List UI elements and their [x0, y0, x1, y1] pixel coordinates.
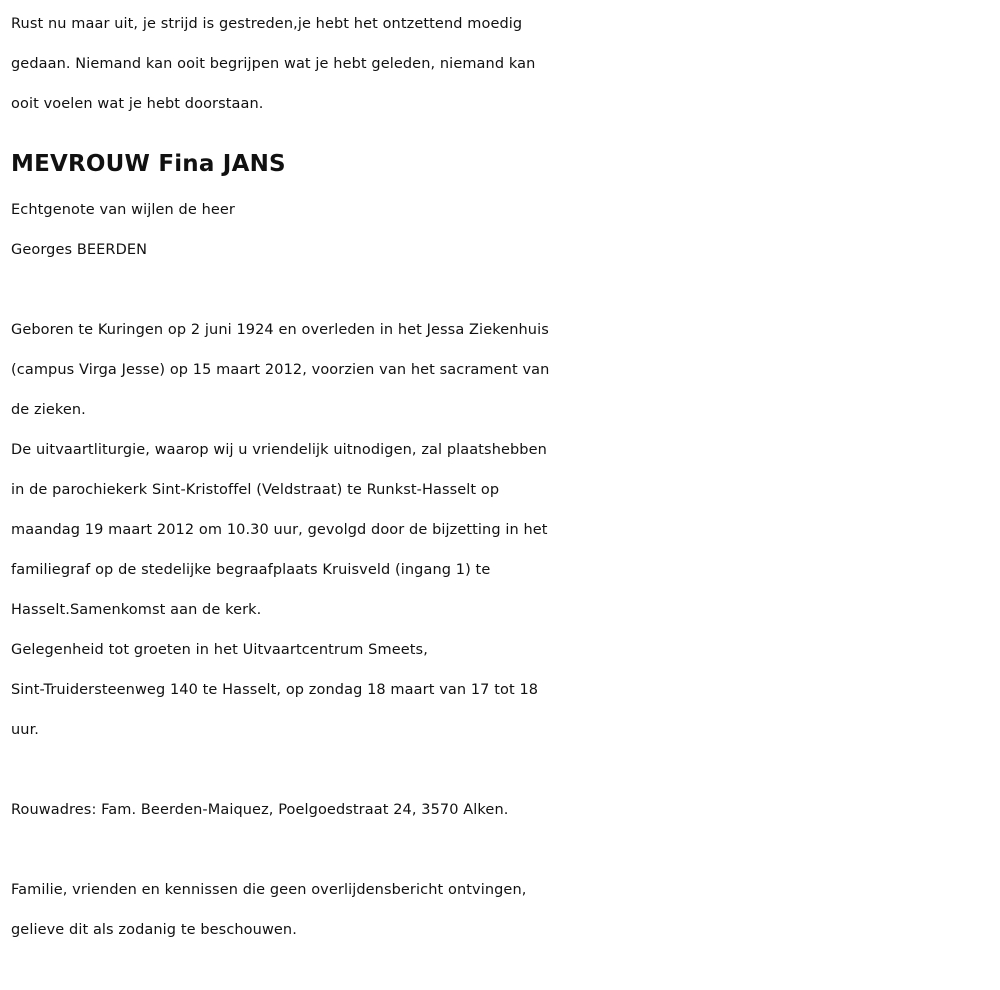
deceased-name: MEVROUW Fina JANS — [11, 151, 286, 177]
spouse-line: Echtgenote van wijlen de heer — [11, 202, 235, 218]
spouse-block — [11, 190, 993, 270]
poem-line: ooit voelen wat je hebt doorstaan. — [11, 96, 264, 112]
closing-line: gelieve dit als zodanig te beschouwen. — [11, 922, 297, 938]
details-line: familiegraf op de stedelijke begraafplaats Kruisveld (ingang 1) te — [11, 562, 491, 578]
spacer — [11, 830, 993, 870]
poem-block — [11, 4, 993, 124]
details-line: Hasselt.Samenkomst aan de kerk. — [11, 602, 262, 618]
spouse-line: Georges BEERDEN — [11, 242, 148, 258]
details-line: De uitvaartliturgie, waarop wij u vriendelijk uitnodigen, zal plaatshebben — [11, 442, 547, 458]
spacer — [11, 270, 993, 310]
details-line: de zieken. — [11, 402, 86, 418]
closing-line: Familie, vrienden en kennissen die geen overlijdensbericht ontvingen, — [11, 882, 527, 898]
mourning-address: Rouwadres: Fam. Beerden-Maiquez, Poelgoedstraat 24, 3570 Alken. — [11, 802, 509, 818]
closing-block — [11, 870, 993, 950]
poem-line: gedaan. Niemand kan ooit begrijpen wat je hebt geleden, niemand kan — [11, 56, 536, 72]
details-line: Geboren te Kuringen op 2 juni 1924 en overleden in het Jessa Ziekenhuis — [11, 322, 549, 338]
details-line: uur. — [11, 722, 40, 738]
details-line: Sint-Truidersteenweg 140 te Hasselt, op zondag 18 maart van 17 tot 18 — [11, 682, 539, 698]
details-line: Gelegenheid tot groeten in het Uitvaartcentrum Smeets, — [11, 642, 428, 658]
poem-line: Rust nu maar uit, je strijd is gestreden,je hebt het ontzettend moedig — [11, 16, 523, 32]
details-line: maandag 19 maart 2012 om 10.30 uur, gevolgd door de bijzetting in het — [11, 522, 548, 538]
details-line: (campus Virga Jesse) op 15 maart 2012, voorzien van het sacrament van — [11, 362, 550, 378]
details-line: in de parochiekerk Sint-Kristoffel (Veldstraat) te Runkst-Hasselt op — [11, 482, 500, 498]
spacer — [11, 750, 993, 790]
details-block — [11, 310, 993, 750]
obituary-document — [11, 4, 993, 950]
